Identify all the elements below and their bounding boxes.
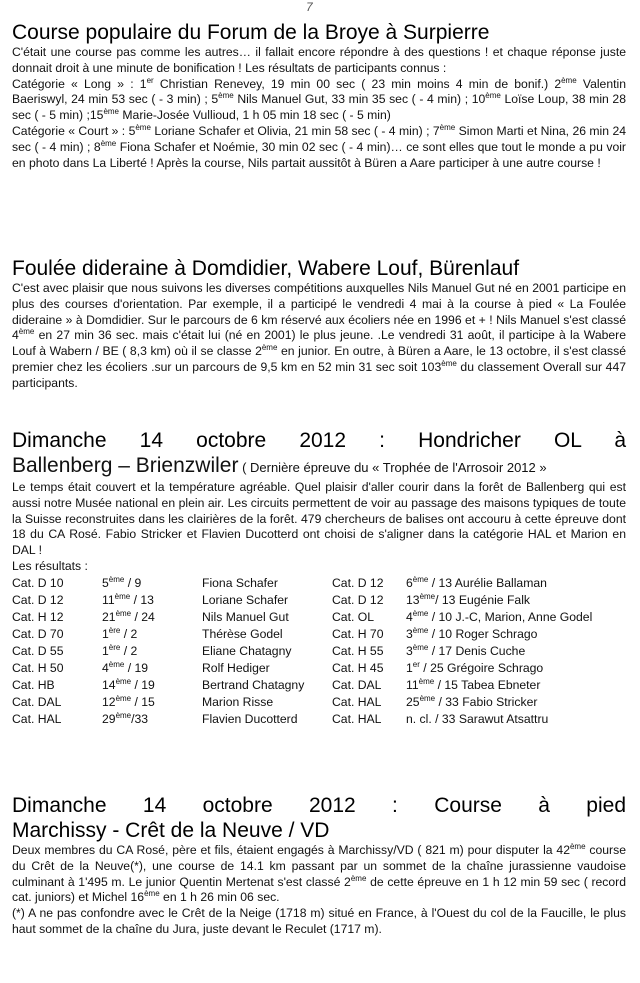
section-marchissy bbox=[12, 793, 626, 938]
section-foulee-dideraine bbox=[12, 256, 626, 392]
results-label: Les résultats : bbox=[12, 558, 88, 573]
section-title-line2-wrap bbox=[12, 453, 626, 480]
rank-cell: 11ème / 13 bbox=[102, 591, 154, 607]
section-title-line1: Dimanche 14 octobre 2012 : Hondricher OL à bbox=[12, 429, 626, 452]
table-row bbox=[12, 694, 626, 711]
name-cell: Flavien Ducotterd bbox=[202, 711, 298, 726]
intro-paragraph: C'était une course pas comme les autres… il fallait encore répondre à des questions ! et chaque réponse juste donnait droit à une minute de bonification ! Les résultats de participants connus : bbox=[12, 45, 626, 75]
court-category-paragraph: Catégorie « Court » : 5ème Loriane Schafer et Olivia, 21 min 58 sec ( - 4 min) ; 7ème Simon Marti et Nina, 26 min 24 sec ( - 4 min) ; 8ème Fiona Schafer et Noémie, 30 min 02 sec ( - 4 min)… ce sont elles que tout le monde a pu voir en photo dans La Liberté ! Après la course, Nils partait aussitôt à Büren a Aare participer à une autre course ! bbox=[12, 122, 626, 170]
rank-cell: 29ème/33 bbox=[102, 710, 149, 726]
category-cell: Cat. H 70 bbox=[332, 626, 384, 641]
section-title: Course populaire du Forum de la Broye à Surpierre bbox=[12, 21, 490, 44]
body-paragraph: Le temps était couvert et la température agréable. Quel plaisir d'aller courir dans la forêt de Ballenberg qui est aussi notre Musée national en plein air. Les circuits permettent de voir au passage des maisons typiques de toute la Suisse reconstruites dans les clairières de la forêt. 479 chercheurs de balises ont accouru à cette épreuve dont 18 du CA Rosé. Fabio Stricker et Flavien Ducotterd ont choisi de s'aligner dans la catégorie HAL et Marion en DAL ! bbox=[12, 480, 626, 558]
category-cell: Cat. D 12 bbox=[12, 592, 64, 607]
category-cell: Cat. D 10 bbox=[12, 575, 64, 590]
category-cell: Cat. HAL bbox=[332, 711, 382, 726]
category-cell: Cat. HAL bbox=[332, 694, 382, 709]
category-cell: Cat. D 12 bbox=[332, 592, 384, 607]
rank-cell: 5ème / 9 bbox=[102, 574, 142, 590]
rank-name-cell: n. cl. / 33 Sarawut Atsattru bbox=[406, 711, 549, 726]
category-cell: Cat. HAL bbox=[12, 711, 62, 726]
rank-name-cell: 11ème / 15 Tabea Ebneter bbox=[406, 676, 541, 692]
rank-cell: 1ère / 2 bbox=[102, 625, 138, 641]
body-paragraph: C'est avec plaisir que nous suivons les diverses compétitions auxquelles Nils Manuel Gut né en 2001 participe en plus des courses d'orientation. Par exemple, il a participé le vendredi 4 mai à la course à pied « La Foulée dideraine » à Domdidier. Sur le parcours de 6 km réservé aux écoliers née en 1996 et + ! Nils Manuel s'est classé 4ème en 27 min 36 sec. mais c'était lui (né en 2001) le plus jeune. .Le vendredi 31 août, il participe à la Wabere Louf à Wabern / BE ( 8,3 km) où il se classe 2ème en junior. En outre, à Büren a Aare, le 13 octobre, il s'est classé premier chez les écoliers .sur un parcours de 9,5 km en 52 min 31 sec soit 103ème du classement Overall sur 447 participants. bbox=[12, 281, 627, 390]
rank-cell: 4ème / 19 bbox=[102, 659, 149, 675]
rank-cell: 21ème / 24 bbox=[102, 608, 155, 624]
category-cell: Cat. H 55 bbox=[332, 643, 384, 658]
table-row bbox=[12, 677, 626, 694]
name-cell: Loriane Schafer bbox=[202, 592, 289, 607]
name-cell: Rolf Hediger bbox=[202, 660, 270, 675]
results-table bbox=[12, 575, 626, 728]
rank-name-cell: 25ème / 33 Fabio Stricker bbox=[406, 693, 538, 709]
footnote: (*) A ne pas confondre avec le Crêt de la Neige (1718 m) situé en France, à l'Ouest du col de la Faucille, le plus haut sommet de la chaîne du Jura, juste devant le Reculet (1717 m). bbox=[12, 906, 626, 936]
name-cell: Marion Risse bbox=[202, 694, 274, 709]
name-cell: Bertrand Chatagny bbox=[202, 677, 305, 692]
rank-name-cell: 6ème / 13 Aurélie Ballaman bbox=[406, 574, 547, 590]
category-cell: Cat. D 12 bbox=[332, 575, 384, 590]
section-title: Foulée dideraine à Domdidier, Wabere Louf, Bürenlauf bbox=[12, 257, 520, 280]
category-cell: Cat. HB bbox=[12, 677, 55, 692]
section-subtitle: ( Dernière épreuve du « Trophée de l'Arrosoir 2012 » bbox=[238, 460, 547, 475]
category-cell: Cat. D 70 bbox=[12, 626, 64, 641]
table-row bbox=[12, 643, 626, 660]
category-cell: Cat. D 55 bbox=[12, 643, 64, 658]
rank-name-cell: 3ème / 10 Roger Schrago bbox=[406, 625, 538, 641]
rank-name-cell: 1er / 25 Grégoire Schrago bbox=[406, 659, 544, 675]
category-cell: Cat. H 50 bbox=[12, 660, 64, 675]
category-cell: Cat. H 12 bbox=[12, 609, 64, 624]
category-cell: Cat. DAL bbox=[332, 677, 382, 692]
table-row bbox=[12, 660, 626, 677]
section-hondricher-ol bbox=[12, 428, 626, 728]
table-row bbox=[12, 626, 626, 643]
section-forum-broye bbox=[12, 20, 626, 171]
category-cell: Cat. H 45 bbox=[332, 660, 384, 675]
rank-name-cell: 13ème/ 13 Eugénie Falk bbox=[406, 591, 530, 607]
rank-name-cell: 4ème / 10 J.-C, Marion, Anne Godel bbox=[406, 608, 593, 624]
rank-cell: 12ème / 15 bbox=[102, 693, 155, 709]
name-cell: Nils Manuel Gut bbox=[202, 609, 289, 624]
table-row bbox=[12, 592, 626, 609]
rank-cell: 1ère / 2 bbox=[102, 642, 138, 658]
category-cell: Cat. DAL bbox=[12, 694, 62, 709]
section-title-line1: Dimanche 14 octobre 2012 : Course à pied bbox=[12, 794, 626, 817]
name-cell: Fiona Schafer bbox=[202, 575, 278, 590]
table-row bbox=[12, 609, 626, 626]
page-number: 7 bbox=[306, 0, 313, 14]
rank-name-cell: 3ème / 17 Denis Cuche bbox=[406, 642, 526, 658]
category-cell: Cat. OL bbox=[332, 609, 374, 624]
table-row bbox=[12, 575, 626, 592]
table-row bbox=[12, 711, 626, 728]
name-cell: Eliane Chatagny bbox=[202, 643, 292, 658]
name-cell: Thérèse Godel bbox=[202, 626, 283, 641]
long-category-paragraph: Catégorie « Long » : 1er Christian Renevey, 19 min 00 sec ( 23 min moins 4 min de bonif.) 2ème Valentin Baeriswyl, 24 min 53 sec ( - 3 min) ; 5ème Nils Manuel Gut, 33 min 35 sec ( - 4 min) ; 10ème Loïse Loup, 38 min 28 sec ( - 5 min) ;15ème Marie-Josée Vullioud, 1 h 05 min 18 sec ( - 5 min) bbox=[12, 75, 626, 123]
rank-cell: 14ème / 19 bbox=[102, 676, 155, 692]
section-title-line2: Ballenberg – Brienzwiler bbox=[12, 454, 239, 477]
body-paragraph: Deux membres du CA Rosé, père et fils, étaient engagés à Marchissy/VD ( 821 m) pour disputer la 42ème course du Crêt de la Neuve(*), une course de 14.1 km passant par un sommet de la chaîne jurassienne vaudoise culminant à 1'495 m. Le junior Quentin Mertenat s'est classé 2ème de cette épreuve en 1 h 12 min 59 sec ( record cat. juniors) et Michel 16ème en 1 h 26 min 06 sec. bbox=[12, 841, 626, 905]
section-title-line2: Marchissy - Crêt de la Neuve / VD bbox=[12, 819, 330, 842]
